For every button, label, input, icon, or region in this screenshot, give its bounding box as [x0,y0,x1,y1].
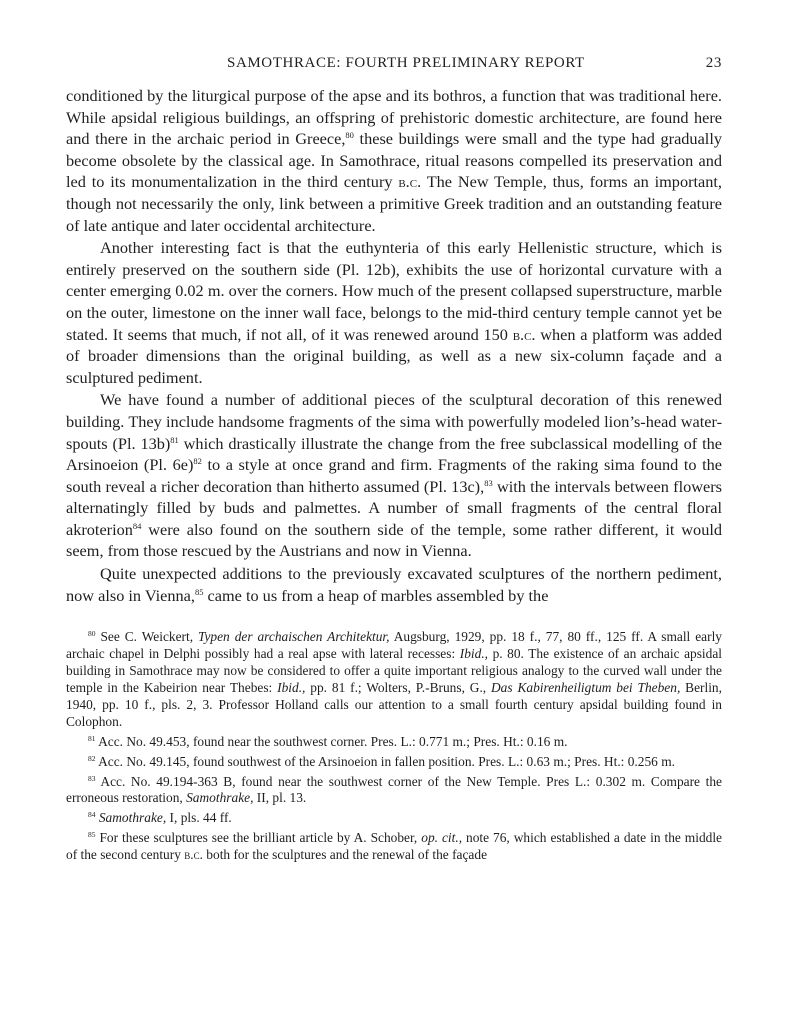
footnote-ref-84[interactable]: 84 [132,520,142,531]
footnote-number: 82 [88,753,96,763]
paragraph-4: Quite unexpected additions to the previously excavated sculptures of the northern pediment, now also in Vienna,$^{85}$ came to us from a heap of marbles assembled by the [66,564,722,605]
footnote-ref-81[interactable]: 81 [170,434,179,445]
footnote-number: 80 [88,629,96,639]
footnote-number: 84 [88,810,96,820]
footnote-ref-85[interactable]: 85 [194,586,204,597]
running-head-title: SAMOTHRACE: FOURTH PRELIMINARY REPORT [227,55,585,71]
paragraph-3: We have found a number of additional pieces of the sculptural decoration of this renewed building. They include handsome fragments of the sima with powerfully modeled lion’s-head water-spouts (Pl. 13b)$^{81}$ which drastically illustrate the change from the free subclassical modelling of the Arsinoeion (Pl. 6e)$^{82}$ to a style at once grand and firm. Fragments of the raking sima found to the south reveal a richer decoration than hitherto assumed (Pl. 13c),$^{83}$ with the intervals between flowers alternatingly filled by buds and palmettes. A number of small fragments of the central floral akroterion$^{84}$ were also found on the southern side of the temple, some rather different, it would seem, from those rescued by the Austrians and now in Vienna. [66,390,722,561]
footnotes [66,629,722,864]
footnote-number: 81 [88,733,96,743]
paragraph-2: Another interesting fact is that the euthynteria of this early Hellenistic structure, which is entirely preserved on the southern side (Pl. 12b), exhibits the use of horizontal curvature with a center emerging 0.02 m. over the corners. How much of the present collapsed superstructure, marble on the outer, limestone on the inner wall face, belongs to the mid-third century temple cannot yet be stated. It seems that much, if not all, of it was renewed around 150 b.c. when a platform was added of broader dimensions than the original building, as well as a new six-column façade and a sculptured pediment. [66,238,722,387]
footnote-83: $^{83}$ Acc. No. 49.194-363 B, found near the southwest corner of the New Temple. Pres L.: 0.302 m. Compare the erroneous restoration, Samothrake, II, pl. 13. [66,773,722,806]
footnote-number: 83 [88,773,96,783]
footnote-number: 85 [88,830,96,840]
footnote-81: $^{81}$ Acc. No. 49.453, found near the southwest corner. Pres. L.: 0.771 m.; Pres. Ht.: 0.16 m. [88,733,568,749]
paragraph-1: conditioned by the liturgical purpose of the apse and its bothros, a function that was traditional here. While apsidal religious buildings, an offspring of prehistoric domestic architecture, are found here and there in the archaic period in Greece,$^{80}$ these buildings were small and the type had gradually become obsolete by the classical age. In Samothrace, ritual reasons compelled its preservation and led to its monumentalization in the third century b.c. The New Temple, thus, forms an important, though not necessarily the only, link between a primitive Greek tradition and an outstanding feature of late antique and later occidental architecture. [66,86,722,235]
page-number: 23 [705,55,722,71]
footnote-ref-83[interactable]: 83 [484,477,493,488]
era-abbreviation: b.c. [184,847,203,863]
footnote-ref-80[interactable]: 80 [345,130,354,141]
footnote-82: $^{82}$ Acc. No. 49.145, found southwest of the Arsinoeion in fallen position. Pres. L.: 0.63 m.; Pres. Ht.: 0.256 m. [88,753,675,769]
body-text [66,85,722,606]
era-abbreviation: b.c. [512,324,536,344]
page [66,55,722,864]
footnote-ref-82[interactable]: 82 [193,456,202,467]
footnote-84: $^{84}$ Samothrake, I, pls. 44 ff. [88,810,232,826]
footnote-80: $^{80}$ See C. Weickert, Typen der archaischen Architektur, Augsburg, 1929, pp. 18 f., 77, 80 ff., 125 ff. A small early archaic chapel in Delphi possibly had a real apse with lateral recesses: Ibid., p. 80. The existence of an archaic apsidal building in Samothrace may now be considered to offer a quite important religious analogy to the curved wall under the temple in the Kabeirion near Thebes: Ibid., pp. 81 f.; Wolters, P.-Bruns, G., Das Kabirenheiligtum bei Theben, Berlin, 1940, pp. 10 f., pls. 2, 3. Professor Holland calls our attention to a small fourth century apsidal building found in Colophon. [66,629,723,729]
footnote-85: $^{85}$ For these sculptures see the brilliant article by A. Schober, op. cit., note 76, which established a date in the middle of the second century b.c. both for the sculptures and the renewal of the façade [66,830,723,863]
running-head [66,55,722,72]
era-abbreviation: b.c. [398,172,422,192]
